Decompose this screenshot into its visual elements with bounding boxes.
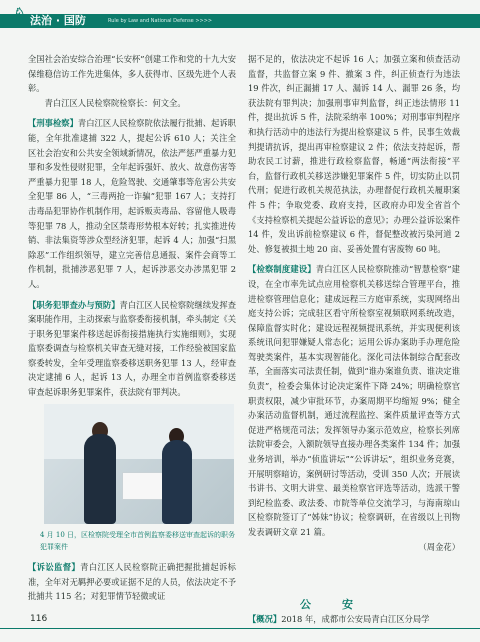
left-column-bottom xyxy=(28,560,236,604)
left-column-top xyxy=(28,52,236,400)
tag-overview: 【概况】 xyxy=(248,614,282,624)
page-header xyxy=(0,0,480,44)
paragraph-overview: 【概况】2018 年，成都市公安局青白江区分局学 xyxy=(248,614,430,624)
paragraph: 全国社会治安综合治理“长安杯”创建工作和党的十九大安保维稳信访工作先进集体，多人获得市、区级先进个人表彰。 xyxy=(28,54,236,94)
paragraph-litigation: 【诉讼监督】青白江区人民检察院正确把握批捕起诉标准，全年对无羁押必要或证据不足的人员，依法决定不予批捕共 115 名；对犯罪情节轻微或证 xyxy=(28,562,236,602)
photo-caption: 4 月 10 日，区检察院受理全市首例监察委移送审查起诉的职务犯罪案件 xyxy=(40,531,236,551)
signature: （周金花） xyxy=(418,541,460,552)
page-number: 116 xyxy=(30,614,48,624)
tag-criminal: 【刑事检察】 xyxy=(28,118,78,129)
right-column xyxy=(248,52,460,554)
knight-logo-icon: ♘ xyxy=(14,6,26,21)
paragraph-duty-crime: 【职务犯罪查办与预防】青白江区人民检察院继续发挥查案职能作用，主动探索与监察委衔接机制，牵头制定《关于职务犯罪案件移送起诉衔接措施执行实施细则》，实现监察委调查与检察机关审查无缝对接，工作经验被国家监察委转发，全年受理监察委移送职务犯罪 13 人，经审查决定逮捕 6 人，起诉 13 人，办理全市首例监察委移送审查起诉职务犯罪案件，获法院有罪判决。 xyxy=(28,299,236,398)
paragraph: 青白江区人民检察院检察长：何文全。 xyxy=(44,97,186,108)
tag-litigation: 【诉讼监督】 xyxy=(28,562,81,572)
section-title: 公 安 xyxy=(300,598,363,611)
tag-system: 【检察制度建设】 xyxy=(248,264,316,275)
header-title-en: Rule by Law and National Defense >>>> xyxy=(108,18,213,24)
footer-rule xyxy=(0,628,480,629)
paragraph-system: 【检察制度建设】青白江区人民检察院推动“智慧检察”建设，在全市率先试点应用检察机关移送综合管理平台，推进检察管理信息化；建成远程三方庭审系统，实现网络出庭支持公诉；完成驻区看守所检察室视频联网系统改造，保障监督实时化；建设远程视频提讯系统，并实现便利该系统讯问犯罪嫌疑人常态化；运用公诉办案助手办理危险驾驶类案件，基本实现智能化。深化司法体制综合配套改革，全面落实司法责任制，做到“谁办案谁负责、谁决定谁负责”，检委会集体讨论决定案件下降 24%；明确检察官职责权限，减少审批环节，办案周期平均缩短 9%；健全办案活动监督机制，通过流程监控、案件质量评查等方式促进严格规范司法；发挥领导办案示范效应，检察长列席法院审委会，入额院领导直接办理各类案件 134 件；加强业务培训，举办“侦监讲坛”“公诉讲坛”，组织业务竞赛，开展明察暗访，案例研讨等活动，受训 350 人次；开展读书讲书、文明大讲堂、最美检察官评选等活动，选派干警到纪检监委、政法委、市院等单位交流学习，与海南琼山区检察院签订了“姊妹”协议；检察调研，在省级以上刊物发表调研文章 21 篇。 xyxy=(248,264,460,537)
right-column-bottom xyxy=(248,612,460,627)
paragraph: 据不足的，依法决定不起诉 16 人；加强立案和侦查活动监督，共监督立案 9 件、撤案 3 件，纠正侦查行为违法 19 件次，纠正漏捕 17 人、漏诉 14 人、漏罪 26 条，均获法院有罪判决；加强刑事审判监督，纠正违法情形 11 件，提出抗诉 5 件，法院采纳率 100%；对刑事审判程序和执行活动中的违法行为提出检察建议 5 件，民事生效裁判提请抗诉，提出再审检察建议 2 件；依法支持起诉，帮助农民工讨薪，推进行政检察监督，畅通“两法衔接”平台，监督行政机关移送涉嫌犯罪案件 5 件，切实防止以罚代刑；促进行政机关规范执法，办理督促行政机关履职案件 5 件；争取党委、政府支持，区政府办印发全省首个《支持检察机关提起公益诉讼的意见》；办理公益诉讼案件 14 件，发出诉前检察建议 6 件，督促整改被污染河道 2 处、修复被损土地 20 亩、妥善处置有害废物 60 吨。 xyxy=(248,54,460,254)
photo xyxy=(44,404,234,524)
header-title-cn: 法治 · 国防 xyxy=(30,14,86,27)
tag-duty-crime: 【职务犯罪查办与预防】 xyxy=(28,299,120,310)
paragraph-criminal: 【刑事检察】青白江区人民检察院依法履行批捕、起诉职能，全年批准逮捕 322 人，提起公诉 610 人；关注全区社会治安和公共安全领域新情况，依法严惩严重暴力犯罪和多发性侵财犯罪，全年起诉强奸、放火、故意伤害等严重暴力犯罪 18 人，危险驾驶、交通肇事等危害公共安全犯罪 86 人，“三毒两抢一诈骗”犯罪 167 人；支持打击毒品犯罪协作机制作用，起诉贩卖毒品、容留他人吸毒等犯罪 78 人，推动全区禁毒形势根本好转；扎实推进传销、非法集资等涉众型经济犯罪，起诉 4 人；加强“扫黑除恶”工作组织领导，建立完善信息通报、案件会商等工作机制，批捕涉恶犯罪 7 人，起诉涉恶交办涉黑犯罪 2 人。 xyxy=(28,118,236,289)
